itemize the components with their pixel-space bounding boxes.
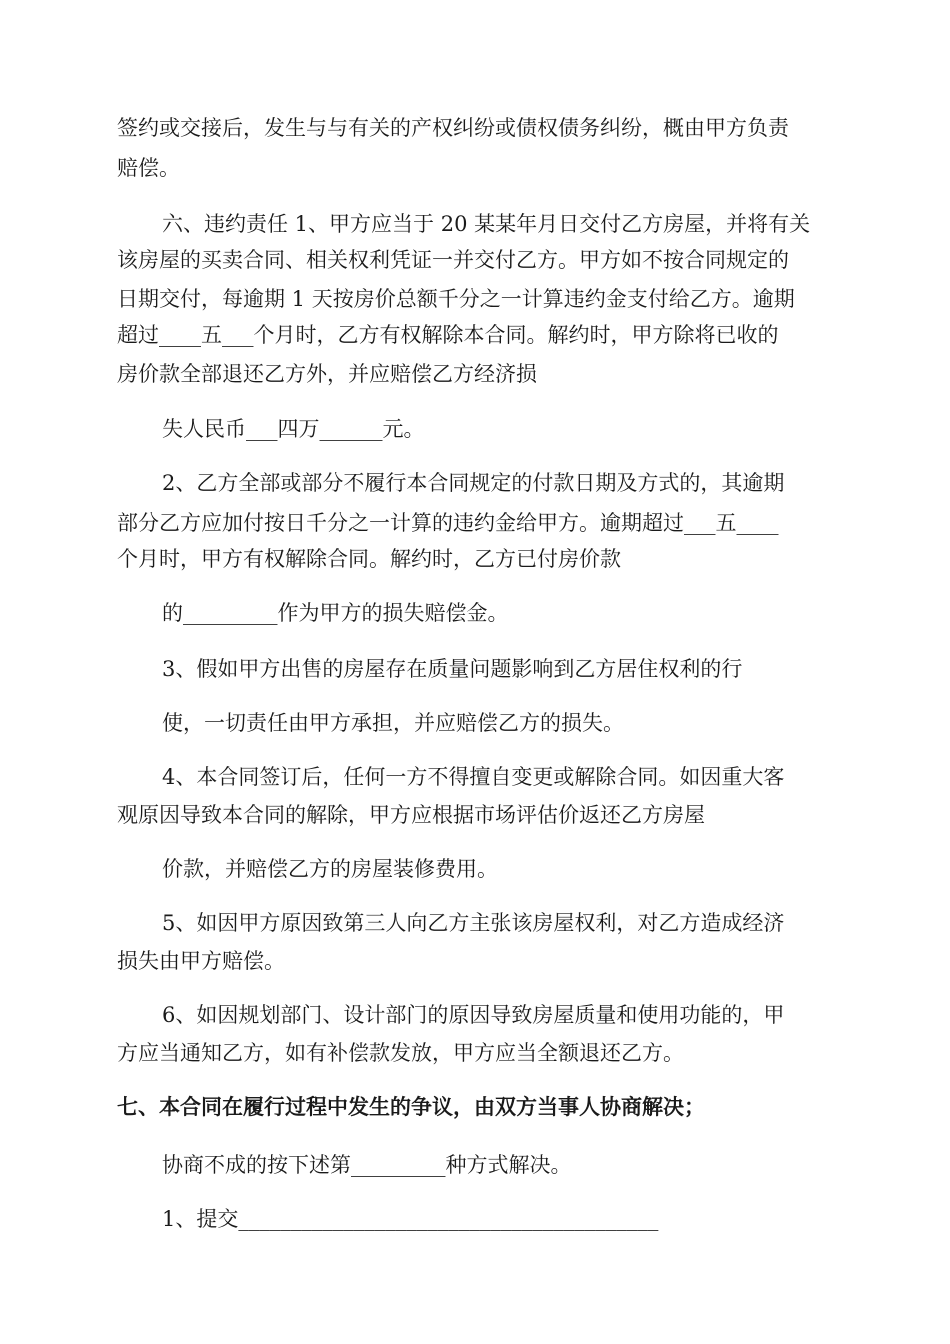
paragraph-line: 观原因导致本合同的解除，甲方应根据市场评估价返还乙方房屋 (117, 803, 705, 827)
paragraph-line: 房价款全部退还乙方外，并应赔偿乙方经济损 (117, 362, 537, 386)
paragraph-line: 使，一切责任由甲方承担，并应赔偿乙方的损失。 (162, 711, 624, 735)
option-1-line: 1、提交________________________________________ (162, 1207, 659, 1231)
clause-5-line: 5、如因甲方原因致第三人向乙方主张该房屋权利，对乙方造成经济 (162, 911, 785, 935)
paragraph-line: 超过____五___个月时，乙方有权解除本合同。解约时，甲方除将已收的 (117, 323, 779, 347)
paragraph-line: 赔偿。 (117, 156, 180, 180)
paragraph-line: 方应当通知乙方，如有补偿款发放，甲方应当全额退还乙方。 (117, 1041, 684, 1065)
clause-3-line: 3、假如甲方出售的房屋存在质量问题影响到乙方居住权利的行 (162, 657, 743, 681)
paragraph-line: 日期交付，每逾期 1 天按房价总额千分之一计算违约金支付给乙方。逾期 (117, 287, 795, 311)
clause-4-line: 4、本合同签订后，任何一方不得擅自变更或解除合同。如因重大客 (162, 765, 785, 789)
clause-6-line: 6、如因规划部门、设计部门的原因导致房屋质量和使用功能的，甲 (162, 1003, 785, 1027)
paragraph-line: 部分乙方应加付按日千分之一计算的违约金给甲方。逾期超过___五____ (117, 511, 779, 535)
paragraph-line: 协商不成的按下述第_________种方式解决。 (162, 1153, 572, 1177)
section-seven-heading: 七、本合同在履行过程中发生的争议，由双方当事人协商解决； (117, 1094, 705, 1119)
paragraph-line: 签约或交接后，发生与与有关的产权纠纷或债权债务纠纷，概由甲方负责 (117, 116, 789, 140)
paragraph-line: 个月时，甲方有权解除合同。解约时，乙方已付房价款 (117, 547, 621, 571)
paragraph-line: 该房屋的买卖合同、相关权利凭证一并交付乙方。甲方如不按合同规定的 (117, 248, 789, 272)
paragraph-line: 损失由甲方赔偿。 (117, 949, 285, 973)
section-six-line: 六、违约责任 1、甲方应当于 20 某某年月日交付乙方房屋，并将有关 (162, 212, 811, 236)
paragraph-line: 价款，并赔偿乙方的房屋装修费用。 (162, 857, 498, 881)
clause-2-line: 2、乙方全部或部分不履行本合同规定的付款日期及方式的，其逾期 (162, 471, 785, 495)
paragraph-line: 失人民币___四万______元。 (162, 417, 425, 441)
paragraph-line: 的_________作为甲方的损失赔偿金。 (162, 601, 509, 625)
